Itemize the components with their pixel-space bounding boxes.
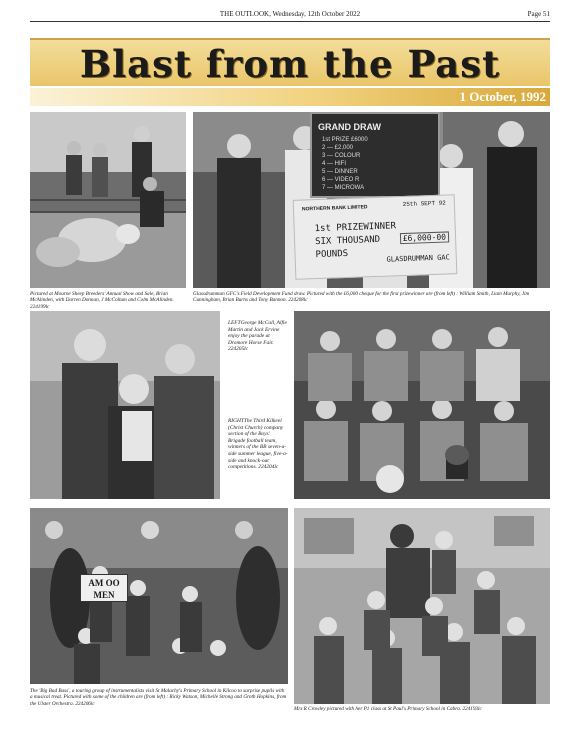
photo-horse-fair [30, 311, 220, 499]
caption-football-team: RIGHTThe Third Kilkeel (Christ Church) company section of the Boys' Brigade football team, winners of the BB seven-a-side summer league, five-a-side and knock-out competitions. 224204lc [228, 418, 288, 471]
prize-board-list: 1st PRIZE £6000 2 — £2,000 3 — COLOUR 4 — HIFI 5 — DINNER 6 — VIDEO R 7 — MICROWA [322, 137, 368, 191]
section-banner [30, 38, 550, 86]
prize-board [310, 112, 440, 198]
caption-orchestra: The 'Big Bad Bass', a touring group of instrumentalists visit St Malachy's Primary School in Kilcoo to surprise pupils with a musical treat. Pictured with some of the children are (from left) : Ricky Watson, Michelle Strong and Groth Hopkins, from the Ulster Orchestra. 224206lc [30, 688, 287, 707]
publication-line: THE OUTLOOK, Wednesday, 12th October 2022 [219, 10, 361, 18]
issue-date: 1 October, 1992 [459, 89, 546, 104]
page-header [30, 8, 550, 22]
caption-classroom: Mrs R Crowley pictured with her P1 class at St Paul's Primary School in Cabra. 224193lc [294, 706, 482, 712]
cheque [293, 194, 458, 280]
photo-sheep-sale [30, 112, 186, 288]
caption-cheque: Glassdrumman GFC's Field Development Fund draw. Pictured with the £6,000 cheque for the first prizewinner are (from left) : William Smith, Liam Murphy, Jim Cunningham, Brian Burns and Tony Bannon. 224208lc [193, 291, 530, 304]
cheque-date: 25th SEPT 92 [402, 199, 446, 209]
cheque-signature: GLASDRUMMAN GAC [386, 253, 450, 264]
cheque-bank: NORTHERN BANK LIMITED [301, 204, 368, 213]
photo-football-team [294, 311, 550, 499]
caption-sheep-sale: Pictured at Mourne Sheep Breeders' Annual Show and Sale, Brian McAlinden, with Darren Donnan, J McCollum and Colm McAlinden. 224199lc [30, 291, 174, 310]
date-band [30, 88, 550, 106]
photo-classroom [294, 508, 550, 704]
cheque-words: SIX THOUSAND [314, 234, 381, 248]
cheque-words-2: POUNDS [315, 248, 349, 261]
cheque-amount: £6,000-00 [400, 231, 450, 244]
children-sign: AM OO MEN [80, 574, 128, 602]
prize-board-title: GRAND DRAW [318, 122, 381, 132]
photo-orchestra [30, 508, 288, 684]
cheque-payee: 1st PRIZEWINNER [314, 221, 397, 235]
page-number: Page 51 [527, 10, 550, 18]
header-rule [30, 21, 550, 22]
section-title: Blast from the Past [79, 42, 501, 86]
caption-horse-fair: LEFTGeorge McCall, Alfie Martin and Jack Ervine enjoy the parade at Dromore Horse Fair. 224205lc [228, 320, 287, 353]
